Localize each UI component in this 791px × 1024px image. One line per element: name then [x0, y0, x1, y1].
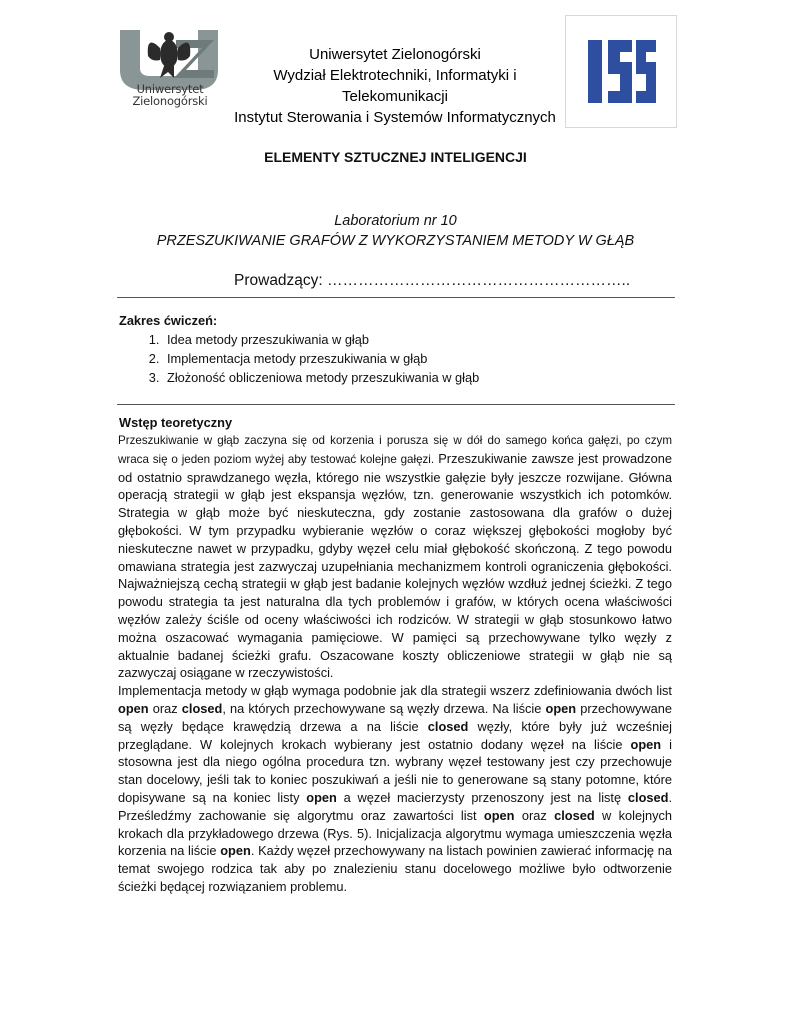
- text-run: . Prześledźmy zachowanie się algorytmu oraz zawartości list: [118, 789, 672, 823]
- intro-paragraph-1: [118, 431, 672, 682]
- text-run: Implementacja metody w głąb wymaga podobnie jak dla strategii wszerz zdefiniowania dwóch list: [118, 683, 672, 699]
- list-item: 3. Złożoność obliczeniowa metody przeszukiwania w głąb: [163, 368, 479, 387]
- scope-title: Zakres ćwiczeń:: [119, 313, 218, 328]
- uz-logo-line-1: Uniwersytet: [136, 82, 204, 96]
- list-name-term: open: [306, 789, 337, 805]
- intro-text: Przeszukiwanie zawsze jest prowadzone od ostatnio sprawdzanego węzła, którego nie wszystkie gałęzie były jeszcze rozwijane. Główna operacją strategii w głąb jest ekspansja węzłów, tzn. generowanie wszystkich ich potomków. Strategia w głąb może być nieskuteczna, gdy zostanie zastosowana dla grafów o dużej głębokości. W tym przypadku wybieranie węzłów o coraz większej głębokości mogłoby być nieskuteczne nawet w przypadku, gdyby węzeł celu miał głębokość skończoną. Z tego powodu omawiana strategia jest zazwyczaj uzupełniania mechanizmem kontroli ograniczenia głębokości. Najważniejszą cechą strategii w głąb jest badanie kolejnych węzłów wzdłuż jednej ścieżki. Z tego powodu strategia ta jest naturalna dla tych problemów i grafów, w których ocena właściwości węzłów zależy ściśle od oceny właściwości ich rodziców. W strategii w głąb stosunkowo łatwo można oszacować wymagania pamięciowe. W pamięci są przechowywane tylko węzły z aktualnie badanej ścieżki grafu. Oszacowane koszty obliczeniowe strategii w głąb nie są zazwyczaj osiągane w rzeczywistości.: [118, 450, 672, 681]
- list-item: 1. Idea metody przeszukiwania w głąb: [163, 330, 479, 349]
- uz-logo-line-2: Zielonogórski: [132, 94, 208, 108]
- list-name-term: closed: [181, 700, 223, 716]
- issi-logo: [588, 40, 656, 103]
- list-name-term: open: [630, 736, 662, 752]
- list-name-term: open: [545, 700, 577, 716]
- instructor-line: Prowadzący: …………………………………………………..: [234, 272, 631, 289]
- intro-title: Wstęp teoretyczny: [119, 415, 233, 430]
- text-run: oraz: [514, 807, 555, 823]
- institution-line: Instytut Sterowania i Systemów Informatycznych: [234, 109, 556, 126]
- text-run: oraz: [148, 700, 182, 716]
- text-run: i stosowna jest dla niego ogólna procedura tzn. wybrany węzeł testowany jest czy przechowuje stan docelowy, jeśli tak to koniec poszukiwań a jeśli nie to generowane są stany potomne, które dopisywane są na koniec listy: [118, 736, 673, 805]
- institution-line: Wydział Elektrotechniki, Informatyki i: [273, 67, 517, 84]
- lab-heading: [0, 211, 791, 251]
- list-name-term: open: [118, 700, 149, 716]
- list-name-term: closed: [427, 718, 469, 734]
- lab-number: Laboratorium nr 10: [334, 213, 457, 229]
- uz-logo-text: [120, 83, 220, 107]
- intro-text-small: Przeszukiwanie w głąb zaczyna się od korzenia i porusza się w dół do samego końca gałęzi, po czym wraca się o jeden poziom wyżej aby testować kolejne gałęzi.: [118, 434, 672, 466]
- text-run: . Każdy węzeł przechowywany na listach powinien zawierać informację na temat swojego rodzica tak aby po znalezieniu stanu docelowego możliwe było odtworzenie ścieżki będącej rozwiązaniem problemu.: [118, 843, 673, 894]
- text-run: węzły, które były już wcześniej przeglądane. W kolejnych krokach wybierany jest ostatnio dodany węzeł na liście: [118, 718, 672, 752]
- scope-section: [119, 311, 479, 387]
- institution-line: Telekomunikacji: [342, 88, 448, 105]
- lab-topic: PRZESZUKIWANIE GRAFÓW Z WYKORZYSTANIEM METODY W GŁĄB: [156, 233, 635, 249]
- divider: [117, 297, 675, 298]
- list-item: 2. Implementacja metody przeszukiwania w głąb: [163, 349, 479, 368]
- text-run: , na których przechowywane są węzły drzewa. Na liście: [222, 700, 546, 716]
- divider: [117, 404, 675, 405]
- list-name-term: open: [220, 843, 251, 859]
- intro-paragraph-2: [118, 682, 672, 896]
- list-name-term: closed: [554, 807, 595, 823]
- document-title: ELEMENTY SZTUCZNEJ INTELIGENCJI: [264, 149, 527, 165]
- list-name-term: open: [483, 807, 515, 823]
- text-run: przechowywane są węzły będące krawędzią drzewa a na liście: [118, 700, 672, 734]
- list-name-term: closed: [627, 789, 669, 805]
- text-run: a węzeł macierzysty przenoszony jest na listę: [336, 789, 628, 805]
- intro-body: [118, 431, 672, 896]
- scope-list: [119, 330, 479, 387]
- institution-line: Uniwersytet Zielonogórski: [309, 46, 481, 63]
- institution-header: [222, 44, 568, 128]
- text-run: w kolejnych krokach dla przykładowego drzewa (Rys. 5). Inicjalizacja algorytmu wymaga umieszczenia węzła korzenia na liście: [118, 807, 672, 859]
